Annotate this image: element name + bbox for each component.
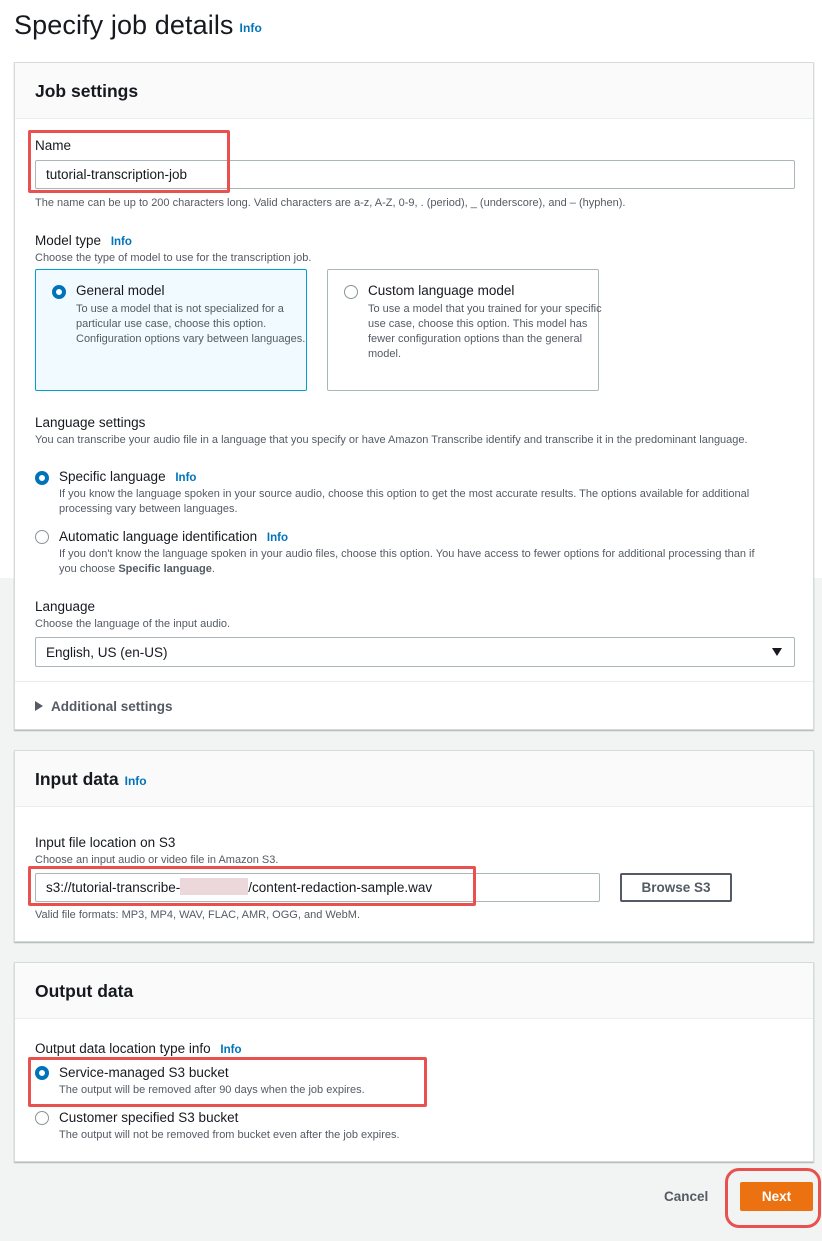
job-settings-panel <box>14 62 814 730</box>
output-location-info-link[interactable]: Info <box>220 1044 242 1056</box>
input-location-label: Input file location on S3 <box>35 835 176 850</box>
auto-language-title: Automatic language identification <box>59 529 258 544</box>
valid-formats-hint: Valid file formats: MP3, MP4, WAV, FLAC, AMR, OGG, and WebM. <box>35 909 361 921</box>
job-settings-header <box>15 63 813 119</box>
language-settings-desc: You can transcribe your audio file in a language that you specify or have Amazon Transcribe identify and transcribe it in the predominant language. <box>35 434 748 446</box>
input-data-panel <box>14 750 814 942</box>
auto-language-option[interactable] <box>59 529 288 544</box>
next-button[interactable]: Next <box>740 1182 813 1211</box>
browse-s3-button[interactable]: Browse S3 <box>620 873 732 902</box>
divider <box>15 681 813 682</box>
input-s3-location-field[interactable] <box>35 873 600 902</box>
additional-settings-toggle[interactable] <box>35 699 173 714</box>
input-location-desc: Choose an input audio or video file in Amazon S3. <box>35 854 279 866</box>
caret-right-icon <box>35 701 43 711</box>
output-data-heading: Output data <box>35 981 134 1001</box>
service-managed-desc: The output will be removed after 90 days when the job expires. <box>59 1084 365 1096</box>
language-settings-label: Language settings <box>35 415 146 430</box>
specific-language-info-link[interactable]: Info <box>175 472 197 484</box>
specific-language-radio[interactable] <box>35 471 49 485</box>
auto-language-desc-text: If you don't know the language spoken in your audio files, choose this option. You have access to fewer options for additional processing than if you choose <box>59 548 755 575</box>
input-s3-suffix: /content-redaction-sample.wav <box>248 880 433 895</box>
output-location-type-label <box>35 1041 241 1056</box>
model-type-label-text: Model type <box>35 233 102 248</box>
model-type-desc: Choose the type of model to use for the transcription job. <box>35 252 312 264</box>
job-settings-heading: Job settings <box>35 81 139 101</box>
service-managed-title[interactable]: Service-managed S3 bucket <box>59 1065 229 1080</box>
output-location-type-text: Output data location type info <box>35 1041 211 1056</box>
page-title-info-link[interactable]: Info <box>239 21 262 35</box>
custom-model-title: Custom language model <box>368 283 515 298</box>
general-model-title: General model <box>76 283 165 298</box>
page-title <box>14 10 262 41</box>
name-label: Name <box>35 138 72 153</box>
input-data-header <box>15 751 813 807</box>
language-select[interactable] <box>35 637 795 667</box>
input-data-info-link[interactable]: Info <box>124 774 147 788</box>
model-tile-general[interactable] <box>35 269 307 391</box>
input-s3-prefix: s3://tutorial-transcribe- <box>46 880 181 895</box>
language-label: Language <box>35 599 96 614</box>
auto-language-desc-end: . <box>211 563 215 575</box>
general-model-desc: To use a model that is not specialized for a particular use case, choose this option. Configuration options vary between languages. <box>76 303 306 345</box>
page-title-text: Specify job details <box>14 10 234 40</box>
auto-language-radio[interactable] <box>35 530 49 544</box>
model-type-label <box>35 233 132 248</box>
redacted-region <box>180 878 248 895</box>
language-desc: Choose the language of the input audio. <box>35 618 231 630</box>
caret-down-icon <box>772 648 782 656</box>
service-managed-radio[interactable] <box>35 1066 49 1080</box>
additional-settings-label: Additional settings <box>51 699 173 714</box>
auto-language-desc <box>59 547 769 577</box>
custom-model-desc: To use a model that you trained for your specific use case, choose this option. This model has fewer configuration options than the general model. <box>368 303 602 360</box>
customer-specified-title[interactable]: Customer specified S3 bucket <box>59 1110 239 1125</box>
model-tile-custom[interactable] <box>327 269 602 391</box>
output-data-panel <box>14 962 814 1162</box>
output-data-header <box>15 963 813 1019</box>
auto-language-info-link[interactable]: Info <box>266 532 288 544</box>
custom-model-radio[interactable] <box>344 285 358 299</box>
language-select-value: English, US (en-US) <box>46 645 168 660</box>
specific-language-option[interactable] <box>59 469 196 484</box>
input-data-heading-row <box>35 769 793 790</box>
input-data-heading: Input data <box>35 769 119 789</box>
model-type-info-link[interactable]: Info <box>110 236 132 248</box>
customer-specified-radio[interactable] <box>35 1111 49 1125</box>
specific-language-title: Specific language <box>59 469 166 484</box>
specific-language-desc: If you know the language spoken in your source audio, choose this option to get the most accurate results. The options available for additional processing vary between languages. <box>59 488 750 515</box>
job-name-input[interactable]: tutorial-transcription-job <box>35 160 795 189</box>
auto-language-desc-bold: Specific language <box>118 563 212 575</box>
job-name-hint: The name can be up to 200 characters long. Valid characters are a-z, A-Z, 0-9, . (period), _ (underscore), and – (hyphen). <box>35 197 626 209</box>
general-model-radio[interactable] <box>52 285 66 299</box>
cancel-button[interactable]: Cancel <box>664 1189 709 1204</box>
customer-specified-desc: The output will not be removed from bucket even after the job expires. <box>59 1129 400 1141</box>
